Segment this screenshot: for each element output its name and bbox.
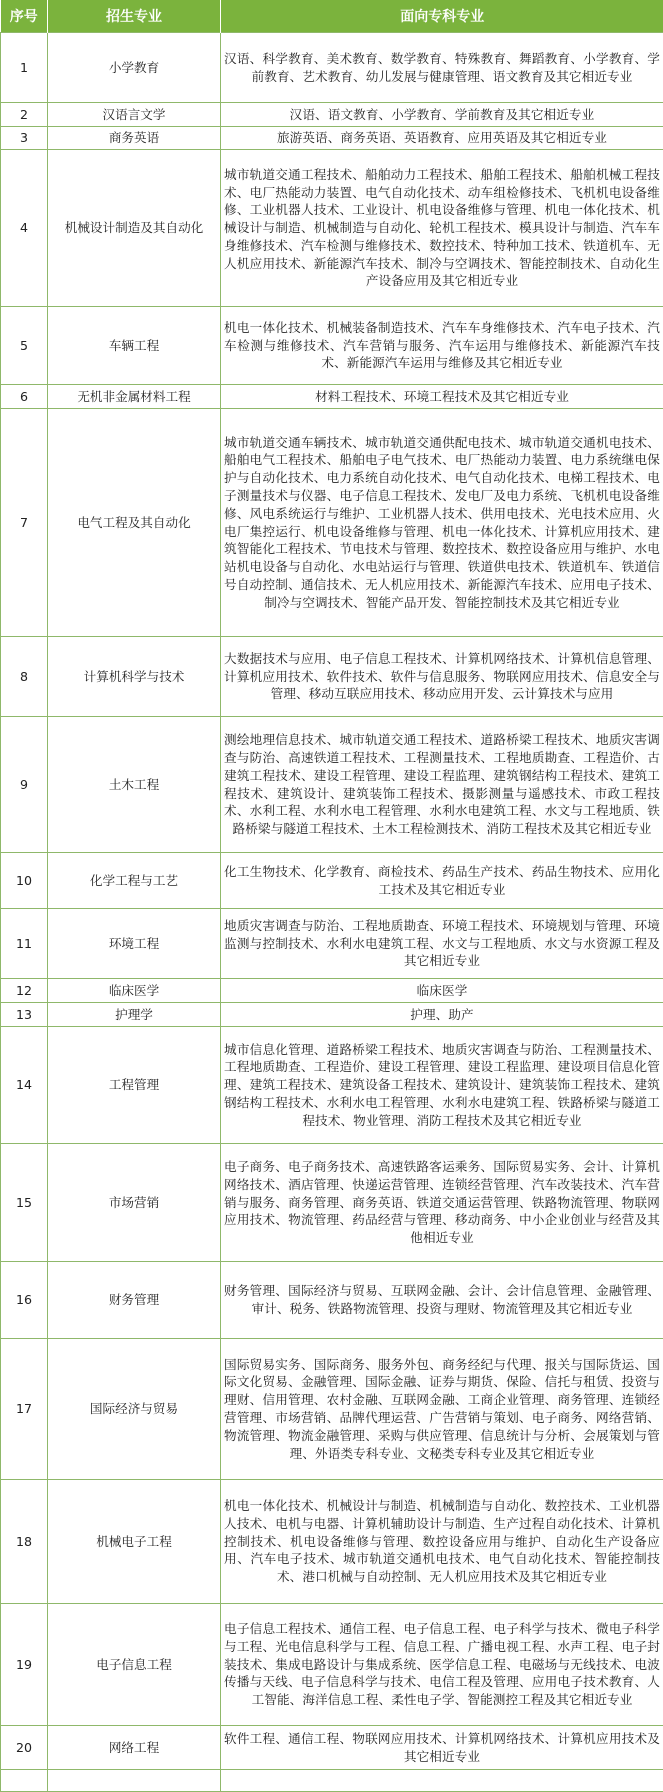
- table-row: [1, 979, 663, 1003]
- row-major: 化学工程与工艺: [48, 853, 221, 909]
- row-source-majors: 财务管理、国际经济与贸易、互联网金融、会计、会计信息管理、金融管理、审计、税务、铁路物流管理、投资与理财、物流管理及其它相近专业: [221, 1262, 663, 1339]
- header-major: 招生专业: [48, 0, 221, 33]
- row-index: 6: [1, 385, 48, 409]
- row-major: 环境工程: [48, 909, 221, 979]
- table-row: [1, 1027, 663, 1144]
- row-index: [1, 1770, 48, 1792]
- row-major: 网络工程: [48, 1726, 221, 1770]
- row-source-majors: 地质灾害调查与防治、工程地质勘查、环境工程技术、环境规划与管理、环境监测与控制技术、水利水电建筑工程、水文与工程地质、水文与水资源工程及其它相近专业: [221, 909, 663, 979]
- table-row: [1, 717, 663, 853]
- row-source-majors: 临床医学: [221, 979, 663, 1003]
- table-row: [1, 150, 663, 307]
- row-source-majors: 化工生物技术、化学教育、商检技术、药品生产技术、药品生物技术、应用化工技术及其它相近专业: [221, 853, 663, 909]
- row-source-majors: 电子商务、电子商务技术、高速铁路客运乘务、国际贸易实务、会计、计算机网络技术、酒店管理、快递运营管理、连锁经营管理、汽车改装技术、汽车营销与服务、商务管理、商务英语、铁道交通运营管理、铁路物流管理、物联网应用技术、物流管理、药品经营与管理、移动商务、中小企业创业与经营及其他相近专业: [221, 1144, 663, 1262]
- row-major: [48, 1770, 221, 1792]
- row-index: 19: [1, 1604, 48, 1726]
- row-index: 8: [1, 637, 48, 717]
- row-major: 机械设计制造及其自动化: [48, 150, 221, 307]
- table-row: [1, 1604, 663, 1726]
- row-source-majors: 机电一体化技术、机械装备制造技术、汽车车身维修技术、汽车电子技术、汽车检测与维修技术、汽车营销与服务、汽车运用与维修技术、新能源汽车技术、新能源汽车运用与维修及其它相近专业: [221, 307, 663, 385]
- row-source-majors: 材料工程技术、环境工程技术及其它相近专业: [221, 385, 663, 409]
- row-major: 小学教育: [48, 33, 221, 103]
- row-major: 机械电子工程: [48, 1480, 221, 1604]
- row-major: 临床医学: [48, 979, 221, 1003]
- row-index: 7: [1, 409, 48, 637]
- row-major: 电子信息工程: [48, 1604, 221, 1726]
- row-index: 4: [1, 150, 48, 307]
- row-major: 市场营销: [48, 1144, 221, 1262]
- table-row: [1, 853, 663, 909]
- row-source-majors: 汉语、语文教育、小学教育、学前教育及其它相近专业: [221, 103, 663, 127]
- table-row: [1, 1726, 663, 1770]
- table-header: [1, 0, 663, 33]
- row-major: 工程管理: [48, 1027, 221, 1144]
- table-row: [1, 385, 663, 409]
- table-row: [1, 307, 663, 385]
- row-major: 财务管理: [48, 1262, 221, 1339]
- row-source-majors: 大数据技术与应用、电子信息工程技术、计算机网络技术、计算机信息管理、计算机应用技术、软件技术、软件与信息服务、物联网应用技术、信息安全与管理、移动互联应用技术、移动应用开发、云计算技术与应用: [221, 637, 663, 717]
- row-source-majors: 城市信息化管理、道路桥梁工程技术、地质灾害调查与防治、工程测量技术、工程地质勘查、工程造价、建设工程管理、建设工程监理、建设项目信息化管理、建筑工程技术、建筑设备工程技术、建筑设计、建筑装饰工程技术、建筑钢结构工程技术、水利水电工程管理、水利水电建筑工程、铁路桥梁与隧道工程技术、物业管理、消防工程技术及其它相近专业: [221, 1027, 663, 1144]
- row-source-majors: [221, 1770, 663, 1792]
- table-body: [1, 33, 663, 1792]
- row-index: 10: [1, 853, 48, 909]
- row-index: 20: [1, 1726, 48, 1770]
- row-index: 16: [1, 1262, 48, 1339]
- row-index: 1: [1, 33, 48, 103]
- row-major: 国际经济与贸易: [48, 1339, 221, 1480]
- table-row: [1, 1480, 663, 1604]
- row-index: 11: [1, 909, 48, 979]
- row-source-majors: 城市轨道交通工程技术、船舶动力工程技术、船舶工程技术、船舶机械工程技术、电厂热能动力装置、电气自动化技术、动车组检修技术、飞机机电设备维修、工业机器人技术、工业设计、机电设备维修与管理、机电一体化技术、机械设计与制造、机械制造与自动化、轮机工程技术、模具设计与制造、汽车车身维修技术、汽车检测与维修技术、数控技术、特种加工技术、铁道机车、无人机应用技术、新能源汽车技术、制冷与空调技术、智能控制技术、自动化生产设备应用及其它相近专业: [221, 150, 663, 307]
- row-index: 15: [1, 1144, 48, 1262]
- row-major: 车辆工程: [48, 307, 221, 385]
- table-row: [1, 33, 663, 103]
- row-index: 18: [1, 1480, 48, 1604]
- row-index: 9: [1, 717, 48, 853]
- row-major: 商务英语: [48, 127, 221, 150]
- table-row: [1, 1262, 663, 1339]
- row-index: 3: [1, 127, 48, 150]
- row-source-majors: 电子信息工程技术、通信工程、电子信息工程、电子科学与技术、微电子科学与工程、光电信息科学与工程、信息工程、广播电视工程、水声工程、电子封装技术、集成电路设计与集成系统、医学信息工程、电磁场与无线技术、电波传播与天线、电子信息科学与技术、电信工程及管理、应用电子技术教育、人工智能、海洋信息工程、柔性电子学、智能测控工程及其它相近专业: [221, 1604, 663, 1726]
- table-row: [1, 909, 663, 979]
- table-row: [1, 1144, 663, 1262]
- table-row: [1, 409, 663, 637]
- row-index: 17: [1, 1339, 48, 1480]
- table-row: [1, 637, 663, 717]
- row-major: 电气工程及其自动化: [48, 409, 221, 637]
- header-row: [1, 0, 663, 33]
- row-major: 土木工程: [48, 717, 221, 853]
- header-source-majors: 面向专科专业: [221, 0, 663, 33]
- table-row: [1, 1339, 663, 1480]
- row-source-majors: 测绘地理信息技术、城市轨道交通工程技术、道路桥梁工程技术、地质灾害调查与防治、高速铁道工程技术、工程测量技术、工程地质勘查、工程造价、古建筑工程技术、建设工程管理、建设工程监理、建筑钢结构工程技术、建筑工程技术、建筑设计、建筑装饰工程技术、摄影测量与遥感技术、市政工程技术、水利工程、水利水电工程管理、水利水电建筑工程、水文与工程地质、铁路桥梁与隧道工程技术、土木工程检测技术、消防工程技术及其它相近专业: [221, 717, 663, 853]
- row-source-majors: 机电一体化技术、机械设计与制造、机械制造与自动化、数控技术、工业机器人技术、电机与电器、计算机辅助设计与制造、生产过程自动化技术、计算机控制技术、机电设备维修与管理、数控设备应用与维护、自动化生产设备应用、汽车电子技术、城市轨道交通机电技术、电气自动化技术、智能控制技术、港口机械与自动控制、无人机应用技术及其它相近专业: [221, 1480, 663, 1604]
- table-row: [1, 1003, 663, 1027]
- row-major: 汉语言文学: [48, 103, 221, 127]
- row-major: 护理学: [48, 1003, 221, 1027]
- row-source-majors: 软件工程、通信工程、物联网应用技术、计算机网络技术、计算机应用技术及其它相近专业: [221, 1726, 663, 1770]
- row-source-majors: 护理、助产: [221, 1003, 663, 1027]
- header-index: 序号: [1, 0, 48, 33]
- row-source-majors: 国际贸易实务、国际商务、服务外包、商务经纪与代理、报关与国际货运、国际文化贸易、金融管理、国际金融、证券与期货、保险、信托与租赁、投资与理财、信用管理、农村金融、互联网金融、工商企业管理、商务管理、连锁经营管理、市场营销、品牌代理运营、广告营销与策划、电子商务、网络营销、物流管理、物流金融管理、采购与供应管理、信息统计与分析、会展策划与管理、外语类专科专业、文秘类专科专业及其它相近专业: [221, 1339, 663, 1480]
- row-major: 无机非金属材料工程: [48, 385, 221, 409]
- row-index: 2: [1, 103, 48, 127]
- row-source-majors: 旅游英语、商务英语、英语教育、应用英语及其它相近专业: [221, 127, 663, 150]
- row-source-majors: 城市轨道交通车辆技术、城市轨道交通供配电技术、城市轨道交通机电技术、船舶电气工程技术、船舶电子电气技术、电厂热能动力装置、电力系统继电保护与自动化技术、电力系统自动化技术、电气自动化技术、电梯工程技术、电子测量技术与仪器、电子信息工程技术、发电厂及电力系统、飞机机电设备维修、风电系统运行与维护、工业机器人技术、供用电技术、光电技术应用、火电厂集控运行、机电设备维修与管理、机电一体化技术、计算机应用技术、建筑智能化工程技术、节电技术与管理、数控技术、数控设备应用与维护、水电站机电设备与自动化、水电站运行与管理、铁道供电技术、铁道机车、铁道信号自动控制、通信技术、无人机应用技术、新能源汽车技术、应用电子技术、制冷与空调技术、智能产品开发、智能控制技术及其它相近专业: [221, 409, 663, 637]
- table-row: [1, 1770, 663, 1792]
- row-index: 5: [1, 307, 48, 385]
- row-source-majors: 汉语、科学教育、美术教育、数学教育、特殊教育、舞蹈教育、小学教育、学前教育、艺术教育、幼儿发展与健康管理、语文教育及其它相近专业: [221, 33, 663, 103]
- row-index: 13: [1, 1003, 48, 1027]
- row-major: 计算机科学与技术: [48, 637, 221, 717]
- table-row: [1, 103, 663, 127]
- row-index: 12: [1, 979, 48, 1003]
- table-row: [1, 127, 663, 150]
- row-index: 14: [1, 1027, 48, 1144]
